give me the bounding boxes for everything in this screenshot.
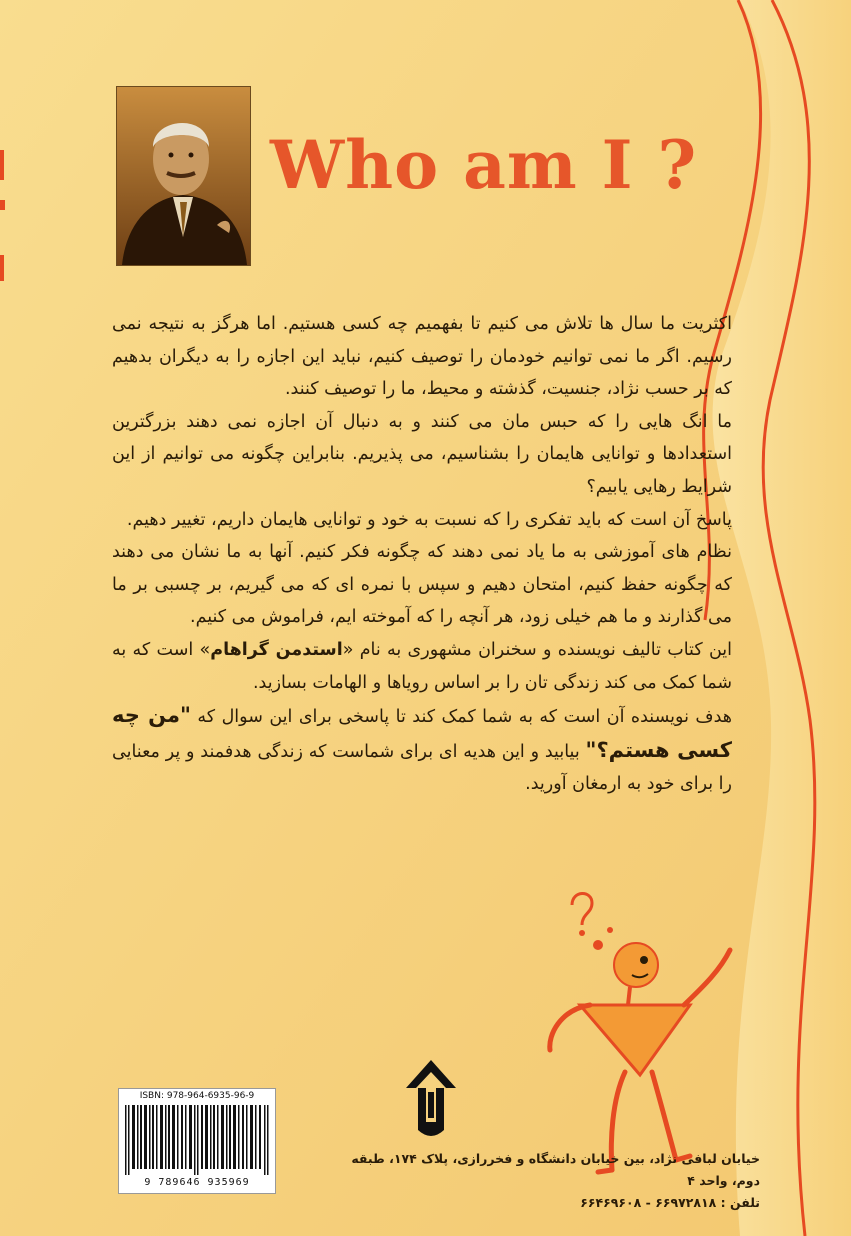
isbn-label: ISBN: 978-964-6935-96-9 [139,1091,255,1101]
barcode-bars [125,1105,269,1175]
phone-number-1: ۶۶۹۷۲۸۱۸ [655,1195,717,1210]
key-question: "من چه کسی هستم؟" [112,703,732,762]
book-title: Who am I ? [270,126,698,204]
paragraph-6 [112,699,732,801]
paragraph-5 [112,634,732,699]
publisher-logo-icon [398,1058,464,1138]
publisher-address [330,1148,760,1214]
author-name: استدمن گراهام [210,639,343,660]
paragraph-5-start: این کتاب تالیف نویسنده و سخنران مشهوری به نام « [342,639,732,660]
author-portrait [116,86,251,266]
paragraph-2: ما انگ هایی را که حبس مان می کنند و به دنبال آن اجازه نمی دهند بزرگترین استعدادها و توانایی هایمان را بشناسیم، می پذیریم. بنابراین چگونه می توانیم از این شرایط رهایی یابیم؟ [112,411,732,497]
isbn-barcode [118,1088,276,1194]
paragraph-1: اکثریت ما سال ها تلاش می کنیم تا بفهمیم چه کسی هستیم. اما هرگز به نتیجه نمی رسیم. اگر ما نمی توانیم خودمان را توصیف کنیم، نباید این اجازه را به دیگران بدهیم که بر حسب نژاد، جنسیت، گذشته و محیط، ما را توصیف کنند. [112,314,732,400]
paragraph-6-end: بیابید و این هدیه ای برای شماست که زندگی هدفمند و پر معنایی را برای خود به ارمغان آورید. [112,741,732,795]
paragraph-5-end: » است که به شما کمک می کند زندگی تان را بر اساس رویاها و الهامات بسازید. [112,639,732,693]
barcode-number: 9 789646 935969 [144,1177,250,1188]
paragraph-6-start: هدف نویسنده آن است که به شما کمک کند تا پاسخی برای این سوال که [197,707,732,728]
address-line: خیابان لبافی نژاد، بین خیابان دانشگاه و فخررازی، پلاک ۱۷۴، طبقه دوم، واحد ۴ [351,1151,760,1188]
paragraph-4: نظام های آموزشی به ما یاد نمی دهند که چگونه فکر کنیم. آنها به ما نشان می دهند که چگونه حفظ کنیم، امتحان دهیم و سپس با نمره ای که می گیریم، بر چسبی بر ما می گذارند و ما هم خیلی زود، هر آنچه را که آموخته ایم، فراموش می کنیم. [112,542,732,628]
phone-number-2: ۶۶۴۶۹۶۰۸ [580,1195,642,1210]
phone-line: تلفن : ۶۶۹۷۲۸۱۸ - ۶۶۴۶۹۶۰۸ [580,1195,760,1210]
paragraph-3: پاسخ آن است که باید تفکری را که نسبت به خود و توانایی هایمان داریم، تغییر دهیم. [126,509,732,530]
back-cover-text [112,308,732,801]
phone-label: تلفن : [720,1195,760,1210]
